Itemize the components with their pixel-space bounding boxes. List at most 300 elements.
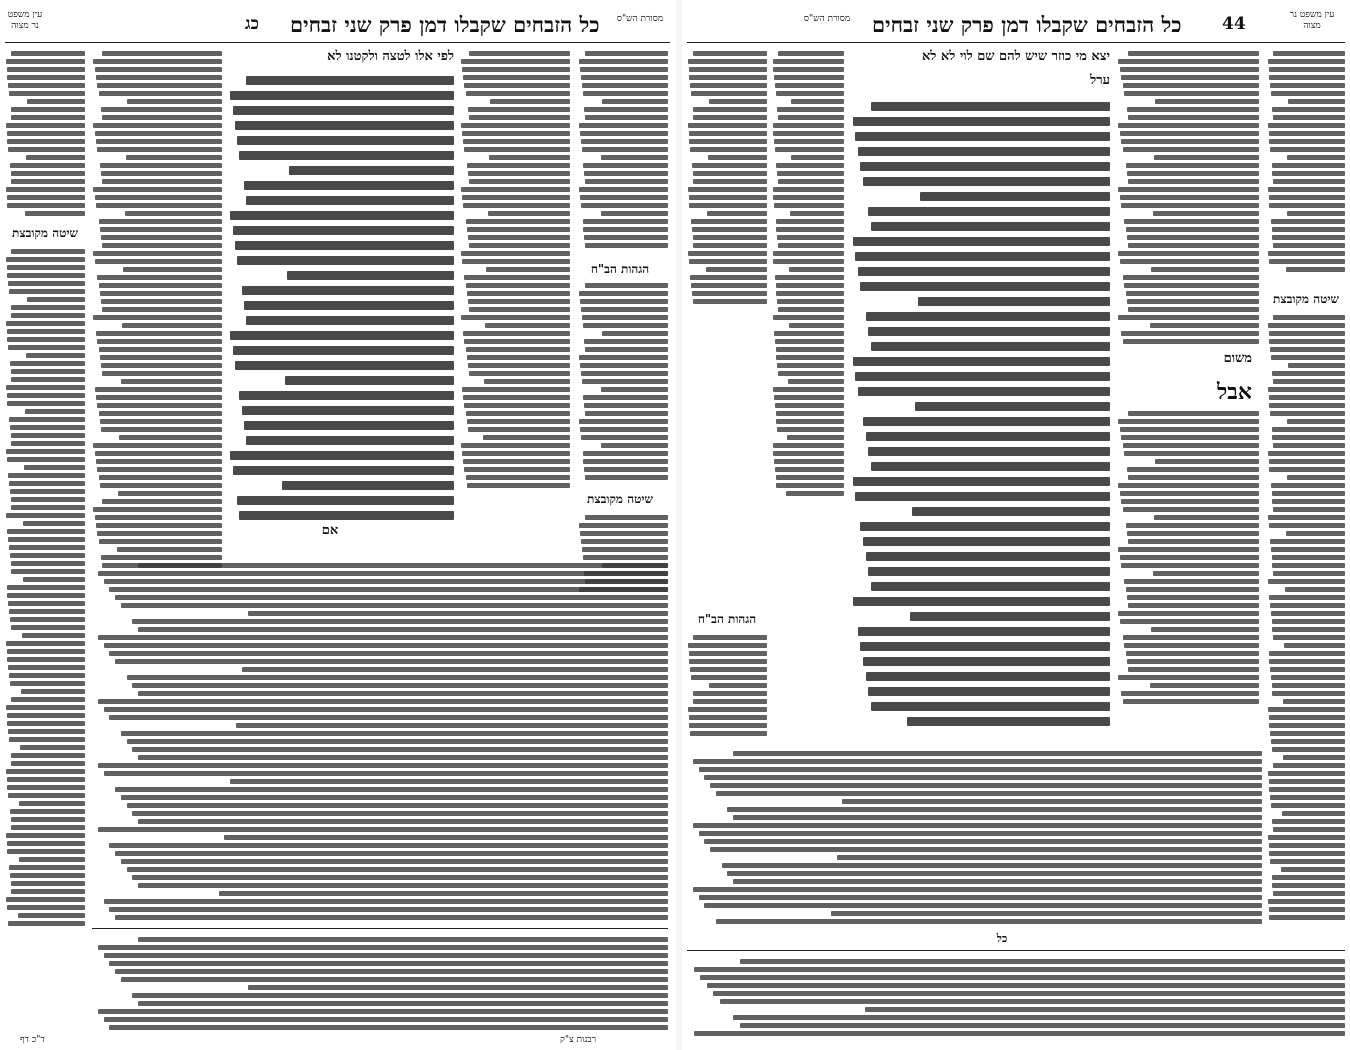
text-line [1127,171,1259,176]
text-line [580,363,668,368]
text-line [863,417,1110,426]
text-line [138,883,668,888]
text-line [1269,203,1345,208]
text-line [693,243,767,248]
text-line [585,515,668,520]
text-line [581,435,668,440]
text-line [693,171,767,176]
text-line [6,59,85,64]
text-line [1126,587,1259,592]
text-line [790,211,844,216]
text-line [776,419,844,424]
text-line [1273,51,1345,56]
text-line [7,457,85,462]
text-line [1271,91,1345,96]
text-line [1270,859,1345,864]
text-line [1272,563,1345,568]
text-line [690,731,767,736]
text-line [773,251,844,256]
text-line [469,307,570,312]
text-line [1268,59,1345,64]
text-line [1121,75,1259,80]
text-line [1127,299,1259,304]
text-line [776,91,844,96]
text-line [104,579,668,584]
text-line [468,299,570,304]
text-line [489,155,570,160]
text-line [1151,627,1259,632]
right-masoret-label: מסורת הש"ס [803,14,851,24]
text-line [693,691,767,696]
text-line [101,363,222,368]
text-line [121,859,668,864]
left-hagahot-column [578,280,668,480]
text-line [127,99,222,104]
text-line [132,811,668,816]
text-line [236,723,668,728]
text-line [853,357,1110,366]
text-line [776,227,844,232]
text-line [773,187,844,192]
text-line [853,117,1110,126]
text-line [99,283,223,288]
text-line [1272,883,1345,888]
text-line [1151,267,1259,272]
text-line [1288,363,1345,368]
text-line [99,539,223,544]
text-line [1272,499,1345,504]
text-line [1283,755,1345,760]
text-line [6,513,85,518]
left-commentary-column-inner [460,48,570,488]
text-line [244,421,454,430]
text-line [97,83,222,88]
text-line [7,393,85,398]
text-line [1269,787,1345,792]
text-line [10,873,85,878]
text-line [7,785,85,790]
text-line [774,331,844,336]
text-line [1272,747,1345,752]
right-shita-column [1267,312,1345,922]
text-line [7,273,85,278]
text-line [97,339,222,344]
text-line [1272,235,1345,240]
text-line [1120,555,1259,560]
text-line [858,387,1110,396]
text-line [1126,523,1259,528]
text-line [10,681,85,686]
text-line [1272,427,1345,432]
text-line [95,67,222,72]
text-line [102,179,222,184]
left-page-title: כל הזבחים שקבלו דמן פרק שני זבחים [290,12,600,37]
text-line [1268,387,1345,392]
text-line [22,633,85,638]
text-line [1120,195,1259,200]
text-line [93,315,222,320]
text-line [1271,547,1345,552]
text-line [583,163,668,168]
text-line [125,211,223,216]
text-line [27,297,85,302]
text-line [118,491,222,496]
text-line [1273,379,1345,384]
right-shita-title: שיטה מקובצת [1273,292,1339,306]
text-line [10,361,85,366]
text-line [1121,563,1259,568]
text-line [7,195,85,200]
text-line [132,875,668,880]
text-line [693,107,767,112]
text-line [776,163,844,168]
text-line [1287,419,1345,424]
text-line [11,889,85,894]
text-line [580,131,668,136]
text-line [1272,619,1345,624]
text-line [468,171,570,176]
text-line [727,807,1262,812]
text-line [787,435,844,440]
text-line [467,419,570,424]
text-line [776,475,844,480]
text-line [585,243,668,248]
text-line [98,763,668,768]
text-line [688,123,767,128]
text-line [93,507,222,512]
text-line [239,511,454,520]
text-line [239,151,454,160]
text-line [775,275,844,280]
text-line [579,419,668,424]
text-line [602,99,668,104]
right-hagahot-title: הגהות הב"ח [697,612,757,626]
text-line [1127,531,1259,536]
text-line [579,59,668,64]
text-line [1273,763,1345,768]
text-line [468,363,570,368]
text-line [132,683,668,688]
text-line [96,523,222,528]
text-line [1120,67,1259,72]
text-line [716,919,1262,924]
text-line [244,181,454,190]
text-line [99,91,223,96]
text-line [1272,163,1345,168]
text-line [7,401,85,406]
text-line [1118,187,1259,192]
text-line [11,497,85,502]
text-line [102,371,222,376]
text-line [1269,715,1345,720]
text-line [127,803,668,808]
text-line [699,767,1263,772]
text-line [853,237,1110,246]
text-line [699,895,1263,900]
text-line [289,166,454,175]
text-line [585,115,668,120]
text-line [691,675,767,680]
text-line [713,991,1345,996]
text-line [918,297,1110,306]
text-line [7,657,85,662]
text-line [19,801,85,806]
text-line [463,459,570,464]
text-line [461,59,570,64]
text-line [1270,83,1345,88]
text-line [693,699,767,704]
text-line [773,259,844,264]
text-line [693,823,1262,828]
text-line [860,282,1110,291]
text-line [1150,683,1259,688]
text-line [775,403,844,408]
text-line [1124,283,1259,288]
text-line [709,99,767,104]
text-line [585,51,668,56]
text-line [716,791,1262,796]
right-commentary-column-outer-2 [1117,408,1259,708]
text-line [127,739,668,744]
text-line [601,155,668,160]
text-line [777,363,844,368]
text-line [1272,819,1345,824]
text-line [109,907,668,912]
text-line [96,75,222,80]
text-line [109,843,668,848]
text-line [119,435,222,440]
text-line [466,91,571,96]
text-line [778,179,844,184]
text-line [467,355,570,360]
text-line [100,419,222,424]
text-line [1268,835,1345,840]
text-line [11,569,85,574]
text-line [490,99,570,104]
text-line [858,267,1110,276]
text-line [1283,699,1345,704]
text-line [1272,227,1345,232]
right-word-avel: אבל [1216,380,1252,404]
text-line [710,847,1262,852]
text-line [585,347,668,352]
text-line [95,515,222,520]
text-line [102,499,222,504]
text-line [26,155,85,160]
text-line [601,211,669,216]
text-line [699,831,1263,836]
text-line [98,635,668,640]
text-line [704,775,1262,780]
text-line [98,827,668,832]
text-line [689,67,767,72]
text-line [774,139,844,144]
text-line [102,115,222,120]
text-line [693,887,1262,892]
text-line [733,879,1262,884]
left-masoret-column [578,48,668,248]
text-line [127,867,668,872]
right-word-mishum: משום [1223,351,1252,366]
text-line [863,177,1110,186]
text-line [8,601,85,606]
text-line [791,155,844,160]
text-line [123,267,222,272]
text-line [689,203,767,208]
text-line [1270,795,1345,800]
text-line [11,561,85,566]
text-line [11,51,85,56]
text-line [1126,291,1259,296]
text-line [585,283,668,288]
text-line [582,147,668,152]
left-footer-rule [92,928,668,929]
text-line [1269,131,1345,136]
text-line [24,465,85,470]
text-line [115,851,668,856]
text-line [468,107,570,112]
text-line [1269,403,1345,408]
text-line [461,187,570,192]
text-line [1269,779,1345,784]
left-ein-mishpat-column [5,48,85,218]
text-line [1288,99,1345,104]
text-line [6,641,85,646]
text-line [1121,331,1259,336]
text-line [11,377,85,382]
text-line [773,67,844,72]
text-line [1128,51,1259,56]
text-line [6,833,85,838]
text-line [707,983,1345,988]
text-line [10,617,85,622]
text-line [248,985,668,990]
text-line [138,563,668,568]
text-line [740,1023,1345,1028]
text-line [246,196,454,205]
text-line [580,427,668,432]
text-line [1285,587,1345,592]
text-line [285,376,455,385]
text-line [775,147,844,152]
text-line [7,849,85,854]
text-line [853,477,1110,486]
right-footer-rule [687,950,1345,951]
text-line [117,547,222,552]
text-line [582,379,668,384]
text-line [484,379,570,384]
text-line [1273,315,1345,320]
text-line [777,299,844,304]
text-line [1271,611,1345,616]
right-hagahot-column [687,632,767,742]
right-tosafot-block [687,748,1262,928]
text-line [1121,499,1259,504]
text-line [708,155,767,160]
text-line [233,466,454,475]
text-line [773,451,844,456]
text-line [1268,323,1345,328]
text-line [100,355,222,360]
text-line [115,595,668,600]
text-line [693,235,767,240]
text-line [1268,771,1345,776]
text-line [1128,179,1259,184]
text-line [1123,635,1259,640]
text-line [9,289,85,294]
text-line [467,483,570,488]
text-line [1270,347,1345,352]
text-line [102,51,222,56]
text-line [1287,155,1345,160]
text-line [1123,147,1259,152]
text-line [1269,395,1345,400]
text-line [463,203,570,208]
text-line [688,707,767,712]
left-main-lead: לפי אלו לטצה ולקטנו לא [327,49,454,64]
text-line [109,587,668,592]
text-line [910,612,1110,621]
text-line [579,187,668,192]
text-line [871,702,1110,711]
text-line [461,315,570,320]
text-line [6,123,85,128]
right-page [682,0,1350,1050]
text-line [466,411,571,416]
text-line [740,959,1345,964]
text-line [866,552,1110,561]
text-line [1128,475,1259,480]
text-line [691,219,767,224]
left-page-number: כג [245,14,259,34]
text-line [693,51,767,56]
text-line [1272,491,1345,496]
text-line [1269,915,1345,920]
text-line [466,219,571,224]
text-line [692,227,767,232]
text-line [7,337,85,342]
text-line [93,443,222,448]
text-line [1272,107,1345,112]
text-line [7,139,85,144]
right-header-rule [687,42,1345,43]
text-line [99,411,223,416]
text-line [6,321,85,326]
text-line [11,249,85,254]
text-line [237,256,454,265]
text-line [93,251,222,256]
text-line [1269,659,1345,664]
left-main-end: אם [321,523,339,538]
text-line [11,433,85,438]
text-line [1269,331,1345,336]
text-line [11,753,85,758]
text-line [138,755,668,760]
text-line [1120,619,1259,624]
text-line [464,147,570,152]
text-line [775,339,844,344]
text-line [584,403,668,408]
text-line [8,83,85,88]
text-line [775,467,844,472]
text-line [98,699,668,704]
text-line [11,369,85,374]
text-line [104,953,668,958]
text-line [462,387,570,392]
text-line [582,315,668,320]
text-line [692,291,767,296]
text-line [7,713,85,718]
